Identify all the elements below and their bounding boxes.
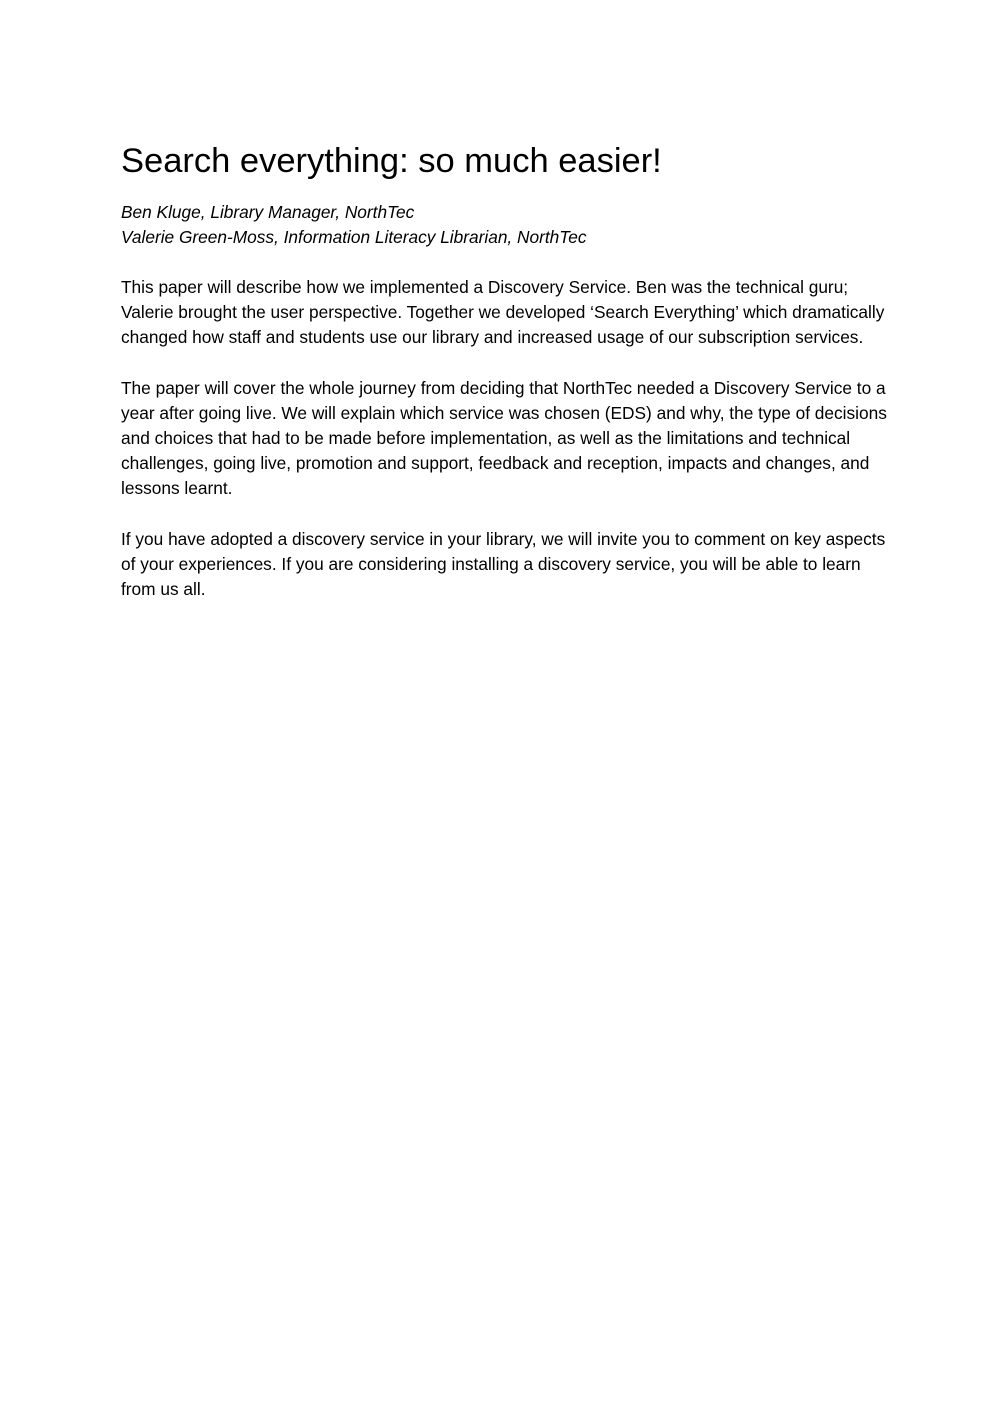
abstract-paragraph: This paper will describe how we implemented a Discovery Service. Ben was the technical guru; Valerie brought the user perspective. Together we developed ‘Search Everything’ which dramatically changed how staff and students use our library and increased usage of our subscription services. (121, 277, 885, 348)
paper-title: Search everything: so much easier! (121, 142, 662, 180)
author-line: Ben Kluge, Library Manager, NorthTec (121, 202, 415, 222)
author-line: Valerie Green-Moss, Information Literacy Librarian, NorthTec (121, 227, 587, 247)
abstract-paragraph: If you have adopted a discovery service in your library, we will invite you to comment on key aspects of your experiences. If you are considering installing a discovery service, you will be able to learn from us all. (121, 528, 886, 600)
author-list (121, 200, 891, 250)
document-content (121, 138, 891, 602)
abstract-paragraph: The paper will cover the whole journey from deciding that NorthTec needed a Discovery Service to a year after going live. We will explain which service was chosen (EDS) and why, the type of decisions and choices that had to be made before implementation, as well as the limitations and technical challenges, going live, promotion and support, feedback and reception, impacts and changes, and lessons learnt. (121, 377, 887, 499)
